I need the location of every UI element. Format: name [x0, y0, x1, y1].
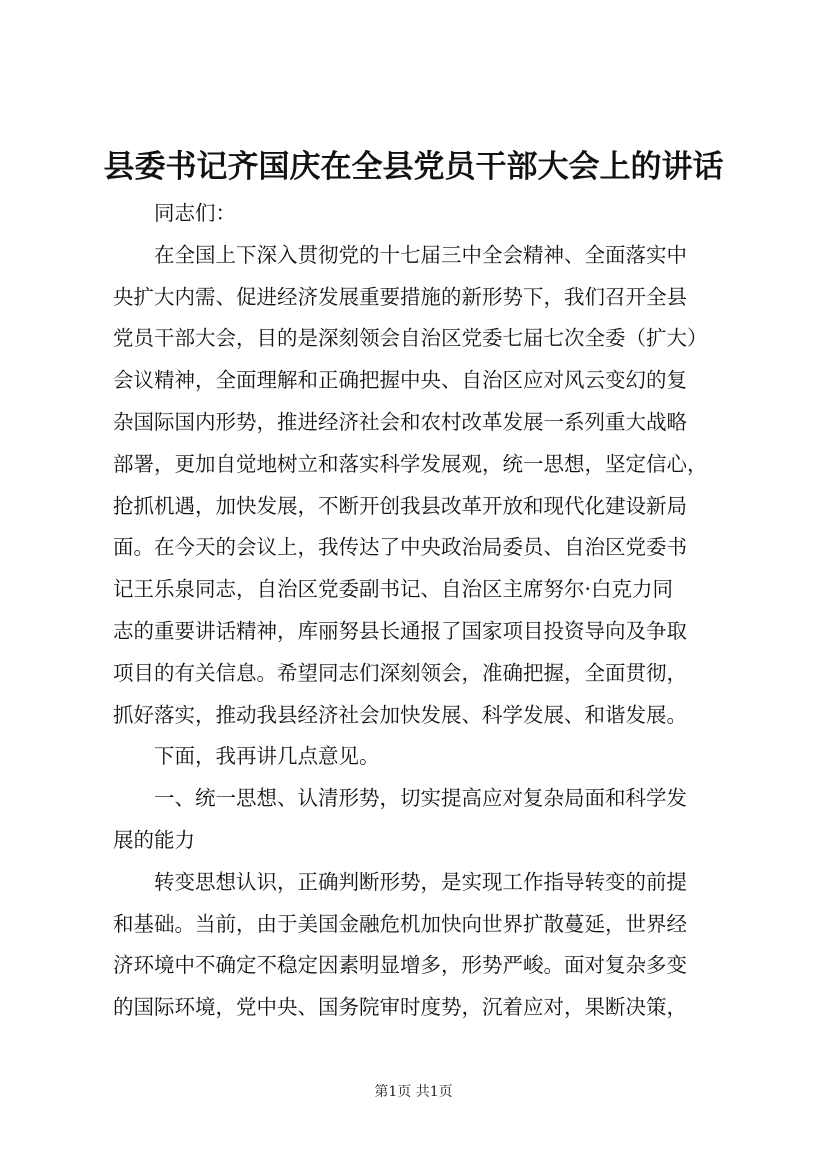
text-line: 抓好落实，推动我县经济社会加快发展、科学发展、和谐发展。 [113, 702, 687, 727]
text-line: 央扩大内需、促进经济发展重要措施的新形势下，我们召开全县 [113, 284, 687, 309]
text-line: 济环境中不确定不稳定因素明显增多，形势严峻。面对复杂多变 [113, 953, 687, 978]
text-line: 杂国际国内形势，推进经济社会和农村改革发展一系列重大战略 [113, 409, 687, 434]
text-line: 和基础。当前，由于美国金融危机加快向世界扩散蔓延，世界经 [113, 911, 687, 936]
text-line: 抢抓机遇，加快发展，不断开创我县改革开放和现代化建设新局 [113, 493, 687, 518]
text-line: 下面，我再讲几点意见。 [154, 744, 380, 769]
text-line: 会议精神，全面理解和正确把握中央、自治区应对风云变幻的复 [113, 368, 687, 393]
text-line: 在全国上下深入贯彻党的十七届三中全会精神、全面落实中 [154, 242, 687, 267]
page-footer: 第1页 共1页 [374, 1084, 453, 1100]
text-line: 的国际环境，党中央、国务院审时度势，沉着应对，果断决策， [113, 995, 687, 1020]
text-line: 面。在今天的会议上，我传达了中央政治局委员、自治区党委书 [113, 535, 687, 560]
text-line: 党员干部大会，目的是深刻领会自治区党委七届七次全委（扩大） [113, 326, 708, 351]
document-title: 县委书记齐国庆在全县党员干部大会上的讲话 [103, 149, 724, 185]
text-line: 部署，更加自觉地树立和落实科学发展观，统一思想，坚定信心， [113, 451, 708, 476]
text-line: 项目的有关信息。希望同志们深刻领会，准确把握，全面贯彻， [113, 660, 687, 685]
text-line: 一、统一思想、认清形势，切实提高应对复杂局面和科学发 [154, 786, 687, 811]
text-line: 志的重要讲话精神，库丽努县长通报了国家项目投资导向及争取 [113, 618, 687, 643]
text-line: 转变思想认识，正确判断形势，是实现工作指导转变的前提 [154, 869, 687, 894]
text-line: 记王乐泉同志，自治区党委副书记、自治区主席努尔·白克力同 [113, 577, 674, 602]
document-body [113, 193, 733, 1029]
text-line: 展的能力 [113, 827, 195, 852]
text-line: 同志们： [154, 201, 236, 225]
